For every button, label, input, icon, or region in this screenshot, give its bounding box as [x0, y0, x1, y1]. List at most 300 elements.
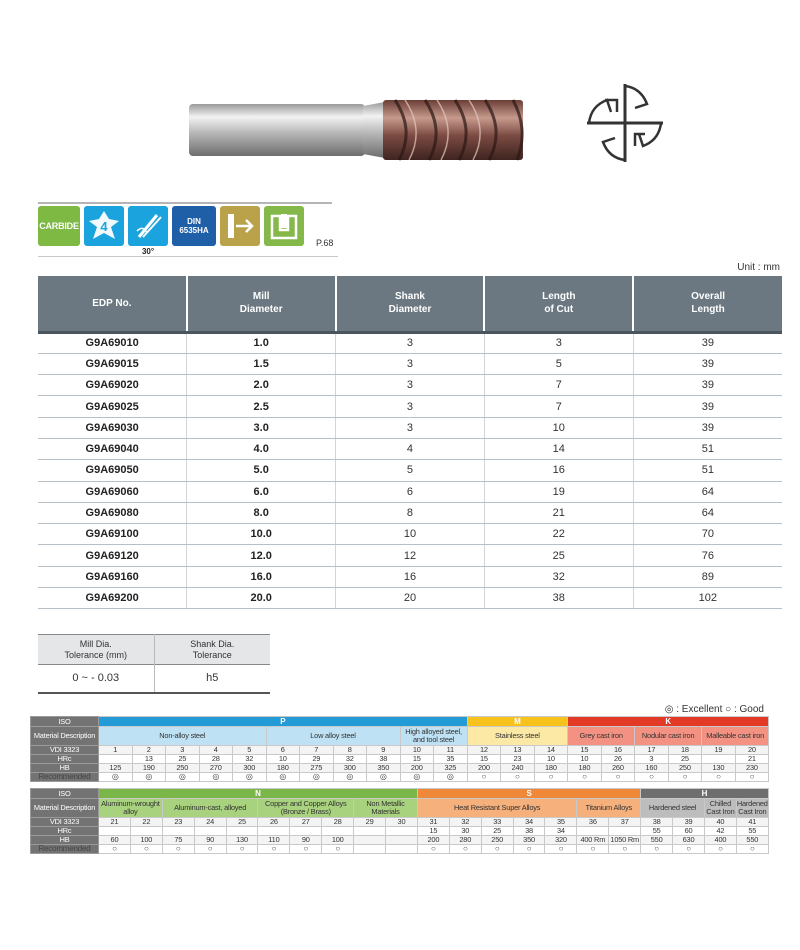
hrc-cell: 55	[736, 827, 768, 836]
recommended-cell: ○	[668, 773, 702, 782]
recommended-cell: ○	[601, 773, 635, 782]
edp-no-cell: G9A69060	[38, 481, 187, 502]
recommendation-legend: ◎ : Excellent ○ : Good	[664, 704, 764, 715]
side-milling-icon	[220, 206, 260, 246]
row-label-hrc: HRc	[31, 755, 99, 764]
hrc-cell: 23	[501, 755, 535, 764]
hrc-cell: 29	[300, 755, 334, 764]
vdi-cell: 38	[641, 818, 673, 827]
hb-cell: 550	[641, 836, 673, 845]
recommended-cell: ○	[99, 845, 131, 854]
hrc-cell	[130, 827, 162, 836]
hb-cell: 400 Rm	[577, 836, 609, 845]
recommended-cell: ○	[736, 845, 768, 854]
vdi-cell: 25	[226, 818, 258, 827]
edp-no-cell: G9A69015	[38, 353, 187, 374]
vdi-cell: 39	[673, 818, 705, 827]
table-row	[38, 460, 782, 481]
recommended-cell: ○	[481, 845, 513, 854]
hb-cell: 250	[166, 764, 200, 773]
hb-cell: 630	[673, 836, 705, 845]
dimensions-table-header	[38, 276, 782, 332]
vdi-cell: 23	[162, 818, 194, 827]
vdi-cell: 30	[386, 818, 418, 827]
recommended-cell: ○	[577, 845, 609, 854]
iso-group-p: P	[99, 717, 468, 727]
hb-cell: 180	[266, 764, 300, 773]
mill-diameter-cell: 1.5	[187, 353, 336, 374]
table-row	[38, 375, 782, 396]
end-mill-image	[185, 96, 530, 164]
vdi-cell: 33	[481, 818, 513, 827]
length-of-cut-cell: 7	[484, 375, 633, 396]
vdi-cell: 6	[266, 746, 300, 755]
table-row	[38, 332, 782, 353]
length-of-cut-cell: 5	[484, 353, 633, 374]
carbide-label: CARBIDE	[39, 221, 79, 231]
shank-diameter-cell: 8	[336, 502, 485, 523]
vdi-cell: 19	[702, 746, 736, 755]
vdi-cell: 36	[577, 818, 609, 827]
din-standard-icon	[172, 206, 216, 246]
hb-cell: 400	[704, 836, 736, 845]
mill-diameter-cell: 2.0	[187, 375, 336, 396]
hb-cell	[354, 836, 386, 845]
hrc-cell	[609, 827, 641, 836]
hb-cell: 160	[635, 764, 669, 773]
overall-length-cell: 89	[633, 566, 782, 587]
mill-diameter-cell: 8.0	[187, 502, 336, 523]
vdi-cell: 37	[609, 818, 641, 827]
iso-group-k: K	[568, 717, 769, 727]
length-of-cut-cell: 38	[484, 588, 633, 609]
hb-cell: 125	[99, 764, 133, 773]
mill-diameter-cell: 6.0	[187, 481, 336, 502]
hb-cell: 200	[417, 836, 449, 845]
hb-cell: 300	[233, 764, 267, 773]
hb-cell: 90	[194, 836, 226, 845]
mill-diameter-cell: 20.0	[187, 588, 336, 609]
vdi-cell: 8	[333, 746, 367, 755]
hb-cell: 200	[467, 764, 501, 773]
recommended-cell: ○	[635, 773, 669, 782]
helix-angle-label: 30°	[141, 247, 155, 256]
vdi-cell: 28	[322, 818, 354, 827]
material-description-cell: Hardened Cast Iron	[736, 799, 768, 816]
row-label-mat: Material Description	[31, 799, 99, 818]
recommended-cell: ◎	[400, 773, 434, 782]
shank-dia-tolerance-value: h5	[154, 665, 270, 693]
recommended-cell: ○	[194, 845, 226, 854]
table-row	[31, 827, 769, 836]
hb-cell: 300	[333, 764, 367, 773]
overall-length-cell: 51	[633, 460, 782, 481]
vdi-cell: 29	[354, 818, 386, 827]
material-description-cell: Low alloy steel	[266, 727, 400, 746]
vdi-cell: 13	[501, 746, 535, 755]
recommended-cell: ◎	[99, 773, 133, 782]
row-label-iso: ISO	[31, 717, 99, 727]
table-row	[38, 566, 782, 587]
din-label-line2: 6535HA	[179, 226, 209, 235]
hb-cell: 350	[513, 836, 545, 845]
hb-cell: 190	[132, 764, 166, 773]
table-row	[38, 417, 782, 438]
material-description-cell: Heat Resistant Super Alloys	[417, 799, 576, 818]
length-of-cut-cell: 25	[484, 545, 633, 566]
shank-diameter-cell: 12	[336, 545, 485, 566]
tool-feature-icons	[38, 206, 304, 254]
end-mill-cross-section-image	[583, 78, 667, 168]
vdi-cell: 32	[449, 818, 481, 827]
material-description-cell: Chilled Cast Iron	[706, 799, 735, 816]
edp-no-cell: G9A69040	[38, 438, 187, 459]
overall-length-cell: 64	[633, 502, 782, 523]
hb-cell: 110	[258, 836, 290, 845]
vdi-cell: 27	[290, 818, 322, 827]
hrc-cell: 15	[417, 827, 449, 836]
hrc-cell	[290, 827, 322, 836]
edp-no-cell: G9A69080	[38, 502, 187, 523]
hrc-cell: 15	[400, 755, 434, 764]
slotting-shape-icon	[268, 210, 300, 242]
icon-strip-bottom-rule	[38, 256, 338, 257]
material-description-cell: Titanium Alloys	[577, 799, 641, 818]
hrc-cell: 60	[673, 827, 705, 836]
mill-diameter-cell: 10.0	[187, 524, 336, 545]
recommended-cell: ○	[130, 845, 162, 854]
edp-no-cell: G9A69100	[38, 524, 187, 545]
vdi-cell: 22	[130, 818, 162, 827]
helix-angle-icon	[128, 206, 168, 256]
table-row	[38, 588, 782, 609]
header-mill-diameter: Mill Diameter	[187, 276, 336, 332]
recommended-cell: ○	[467, 773, 501, 782]
recommended-cell: ○	[322, 845, 354, 854]
length-of-cut-cell: 16	[484, 460, 633, 481]
recommended-cell: ○	[290, 845, 322, 854]
hrc-cell: 21	[735, 755, 769, 764]
vdi-cell: 41	[736, 818, 768, 827]
recommended-cell: ○	[513, 845, 545, 854]
vdi-cell: 9	[367, 746, 401, 755]
recommended-cell: ○	[449, 845, 481, 854]
vdi-cell: 20	[735, 746, 769, 755]
recommended-cell	[386, 845, 418, 854]
table-row	[38, 545, 782, 566]
hrc-cell	[99, 827, 131, 836]
shank-diameter-cell: 5	[336, 460, 485, 481]
row-label-rec: Recommended	[31, 845, 99, 854]
slotting-icon	[264, 206, 304, 246]
table-row	[31, 773, 769, 782]
table-row	[31, 727, 769, 746]
vdi-cell: 10	[400, 746, 434, 755]
length-of-cut-cell: 10	[484, 417, 633, 438]
hrc-cell	[386, 827, 418, 836]
hb-cell: 200	[400, 764, 434, 773]
vdi-cell: 1	[99, 746, 133, 755]
material-description-cell: Hardened steel	[641, 799, 705, 818]
vdi-cell: 4	[199, 746, 233, 755]
table-row	[38, 396, 782, 417]
recommended-cell: ○	[162, 845, 194, 854]
overall-length-cell: 76	[633, 545, 782, 566]
table-row	[31, 799, 769, 818]
hb-cell: 60	[99, 836, 131, 845]
material-description-cell: Aluminum-wrought alloy	[99, 799, 163, 818]
recommended-cell: ◎	[132, 773, 166, 782]
shank-diameter-cell: 3	[336, 332, 485, 353]
recommended-cell: ○	[673, 845, 705, 854]
header-shank-diameter: Shank Diameter	[336, 276, 485, 332]
shank-diameter-cell: 10	[336, 524, 485, 545]
table-row	[31, 746, 769, 755]
table-row	[38, 502, 782, 523]
recommended-cell: ◎	[233, 773, 267, 782]
hrc-cell: 10	[568, 755, 602, 764]
length-of-cut-cell: 22	[484, 524, 633, 545]
recommended-cell: ○	[568, 773, 602, 782]
vdi-cell: 31	[417, 818, 449, 827]
length-of-cut-cell: 14	[484, 438, 633, 459]
vdi-cell: 15	[568, 746, 602, 755]
material-description-cell: Malleable cast iron	[702, 727, 769, 746]
hb-cell: 240	[501, 764, 535, 773]
overall-length-cell: 39	[633, 375, 782, 396]
recommended-cell	[354, 845, 386, 854]
mill-diameter-cell: 1.0	[187, 332, 336, 353]
table-row	[31, 764, 769, 773]
overall-length-cell: 102	[633, 588, 782, 609]
shank-diameter-cell: 3	[336, 375, 485, 396]
edp-no-cell: G9A69160	[38, 566, 187, 587]
hb-cell: 180	[568, 764, 602, 773]
header-mill-dia-tolerance: Mill Dia. Tolerance (mm)	[38, 635, 154, 665]
overall-length-cell: 39	[633, 417, 782, 438]
recommended-cell: ○	[534, 773, 568, 782]
carbide-icon	[38, 206, 80, 246]
hrc-cell	[162, 827, 194, 836]
vdi-cell: 24	[194, 818, 226, 827]
shank-diameter-cell: 3	[336, 417, 485, 438]
hb-cell: 100	[322, 836, 354, 845]
overall-length-cell: 64	[633, 481, 782, 502]
table-row	[38, 524, 782, 545]
hb-cell: 350	[367, 764, 401, 773]
hrc-cell: 34	[545, 827, 577, 836]
hb-cell: 325	[434, 764, 468, 773]
table-row	[31, 845, 769, 854]
table-row	[38, 353, 782, 374]
hb-cell: 275	[300, 764, 334, 773]
row-label-vdi: VDI 3323	[31, 746, 99, 755]
table-row	[31, 789, 769, 799]
unit-label: Unit : mm	[737, 262, 780, 273]
edp-no-cell: G9A69120	[38, 545, 187, 566]
header-edp-no: EDP No.	[38, 276, 187, 332]
recommended-cell: ○	[226, 845, 258, 854]
hb-cell: 250	[668, 764, 702, 773]
shank-diameter-cell: 20	[336, 588, 485, 609]
vdi-cell: 11	[434, 746, 468, 755]
material-description-cell: Copper and Copper Alloys (Bronze / Brass)	[258, 799, 354, 818]
dimensions-table	[38, 276, 782, 609]
row-label-hb: HB	[31, 764, 99, 773]
table-row	[31, 755, 769, 764]
hrc-cell	[322, 827, 354, 836]
length-of-cut-cell: 3	[484, 332, 633, 353]
material-description-cell: Aluminum-cast, alloyed	[162, 799, 258, 818]
hb-cell: 260	[601, 764, 635, 773]
hrc-cell	[354, 827, 386, 836]
length-of-cut-cell: 7	[484, 396, 633, 417]
overall-length-cell: 39	[633, 396, 782, 417]
din-label-line1: DIN	[187, 217, 201, 226]
page-reference: P.68	[316, 238, 334, 248]
flute-count-label: 4	[100, 219, 108, 234]
recommended-cell: ◎	[434, 773, 468, 782]
recommended-cell: ◎	[166, 773, 200, 782]
table-row	[31, 818, 769, 827]
material-description-cell: High alloyed steel, and tool steel	[400, 727, 467, 746]
hrc-cell	[702, 755, 736, 764]
table-row	[31, 836, 769, 845]
edp-no-cell: G9A69050	[38, 460, 187, 481]
mill-diameter-cell: 2.5	[187, 396, 336, 417]
shank-diameter-cell: 4	[336, 438, 485, 459]
mill-diameter-cell: 3.0	[187, 417, 336, 438]
hb-cell: 280	[449, 836, 481, 845]
flute-shape-icon	[87, 209, 121, 243]
row-label-rec: Recommended	[31, 773, 99, 782]
hrc-cell: 32	[333, 755, 367, 764]
header-length-of-cut: Length of Cut	[484, 276, 633, 332]
hb-cell: 90	[290, 836, 322, 845]
edp-no-cell: G9A69025	[38, 396, 187, 417]
hrc-cell: 15	[467, 755, 501, 764]
hrc-cell: 26	[601, 755, 635, 764]
vdi-cell: 17	[635, 746, 669, 755]
hrc-cell	[194, 827, 226, 836]
table-row	[31, 717, 769, 727]
table-row	[38, 438, 782, 459]
recommended-cell: ◎	[199, 773, 233, 782]
hrc-cell: 42	[704, 827, 736, 836]
hrc-cell: 10	[266, 755, 300, 764]
row-label-hrc: HRc	[31, 827, 99, 836]
shank-diameter-cell: 16	[336, 566, 485, 587]
vdi-cell: 40	[704, 818, 736, 827]
vdi-cell: 14	[534, 746, 568, 755]
mill-diameter-cell: 5.0	[187, 460, 336, 481]
overall-length-cell: 39	[633, 332, 782, 353]
recommended-cell: ○	[702, 773, 736, 782]
shank-diameter-cell: 3	[336, 396, 485, 417]
vdi-cell: 12	[467, 746, 501, 755]
hb-cell: 230	[735, 764, 769, 773]
material-description-cell: Grey cast iron	[568, 727, 635, 746]
hrc-cell: 30	[449, 827, 481, 836]
tolerance-table	[38, 634, 270, 694]
vdi-cell: 34	[513, 818, 545, 827]
hrc-cell	[577, 827, 609, 836]
vdi-cell: 16	[601, 746, 635, 755]
hb-cell: 550	[736, 836, 768, 845]
iso-group-n: N	[99, 789, 418, 799]
edp-no-cell: G9A69200	[38, 588, 187, 609]
material-description-cell: Stainless steel	[467, 727, 568, 746]
hb-cell: 75	[162, 836, 194, 845]
length-of-cut-cell: 32	[484, 566, 633, 587]
edp-no-cell: G9A69030	[38, 417, 187, 438]
vdi-cell: 26	[258, 818, 290, 827]
iso-group-s: S	[417, 789, 640, 799]
recommended-cell: ◎	[333, 773, 367, 782]
edp-no-cell: G9A69020	[38, 375, 187, 396]
recommended-cell: ○	[258, 845, 290, 854]
recommended-cell: ○	[641, 845, 673, 854]
overall-length-cell: 70	[633, 524, 782, 545]
hb-cell: 180	[534, 764, 568, 773]
recommended-cell: ○	[501, 773, 535, 782]
vdi-cell: 5	[233, 746, 267, 755]
vdi-cell: 21	[99, 818, 131, 827]
iso-group-m: M	[467, 717, 568, 727]
hb-cell: 130	[702, 764, 736, 773]
recommended-cell: ○	[609, 845, 641, 854]
vdi-cell: 7	[300, 746, 334, 755]
recommended-cell: ○	[545, 845, 577, 854]
material-description-cell: Nodular cast iron	[635, 727, 702, 746]
header-overall-length: Overall Length	[633, 276, 782, 332]
iso-group-h: H	[641, 789, 769, 799]
hrc-cell: 25	[668, 755, 702, 764]
hb-cell: 270	[199, 764, 233, 773]
header-shank-dia-tolerance: Shank Dia. Tolerance	[154, 635, 270, 665]
hrc-cell: 38	[513, 827, 545, 836]
vdi-cell: 3	[166, 746, 200, 755]
mill-diameter-cell: 12.0	[187, 545, 336, 566]
shank-diameter-cell: 3	[336, 353, 485, 374]
hb-cell: 100	[130, 836, 162, 845]
hrc-cell	[99, 755, 133, 764]
overall-length-cell: 39	[633, 353, 782, 374]
recommended-cell: ○	[417, 845, 449, 854]
side-milling-shape-icon	[224, 210, 256, 242]
vdi-cell: 2	[132, 746, 166, 755]
shank-diameter-cell: 6	[336, 481, 485, 502]
iso-material-table-2	[30, 788, 769, 854]
recommended-cell: ○	[704, 845, 736, 854]
hb-cell: 250	[481, 836, 513, 845]
hb-cell	[386, 836, 418, 845]
table-row	[38, 481, 782, 502]
hrc-cell: 38	[367, 755, 401, 764]
recommended-cell: ◎	[266, 773, 300, 782]
overall-length-cell: 51	[633, 438, 782, 459]
hrc-cell: 55	[641, 827, 673, 836]
icon-strip-top-rule	[38, 202, 332, 204]
hb-cell: 320	[545, 836, 577, 845]
hrc-cell: 35	[434, 755, 468, 764]
hrc-cell: 28	[199, 755, 233, 764]
flute-count-icon	[84, 206, 124, 246]
hrc-cell	[258, 827, 290, 836]
iso-material-table-1	[30, 716, 769, 782]
mill-dia-tolerance-value: 0 ~ - 0.03	[38, 665, 154, 693]
mill-diameter-cell: 16.0	[187, 566, 336, 587]
